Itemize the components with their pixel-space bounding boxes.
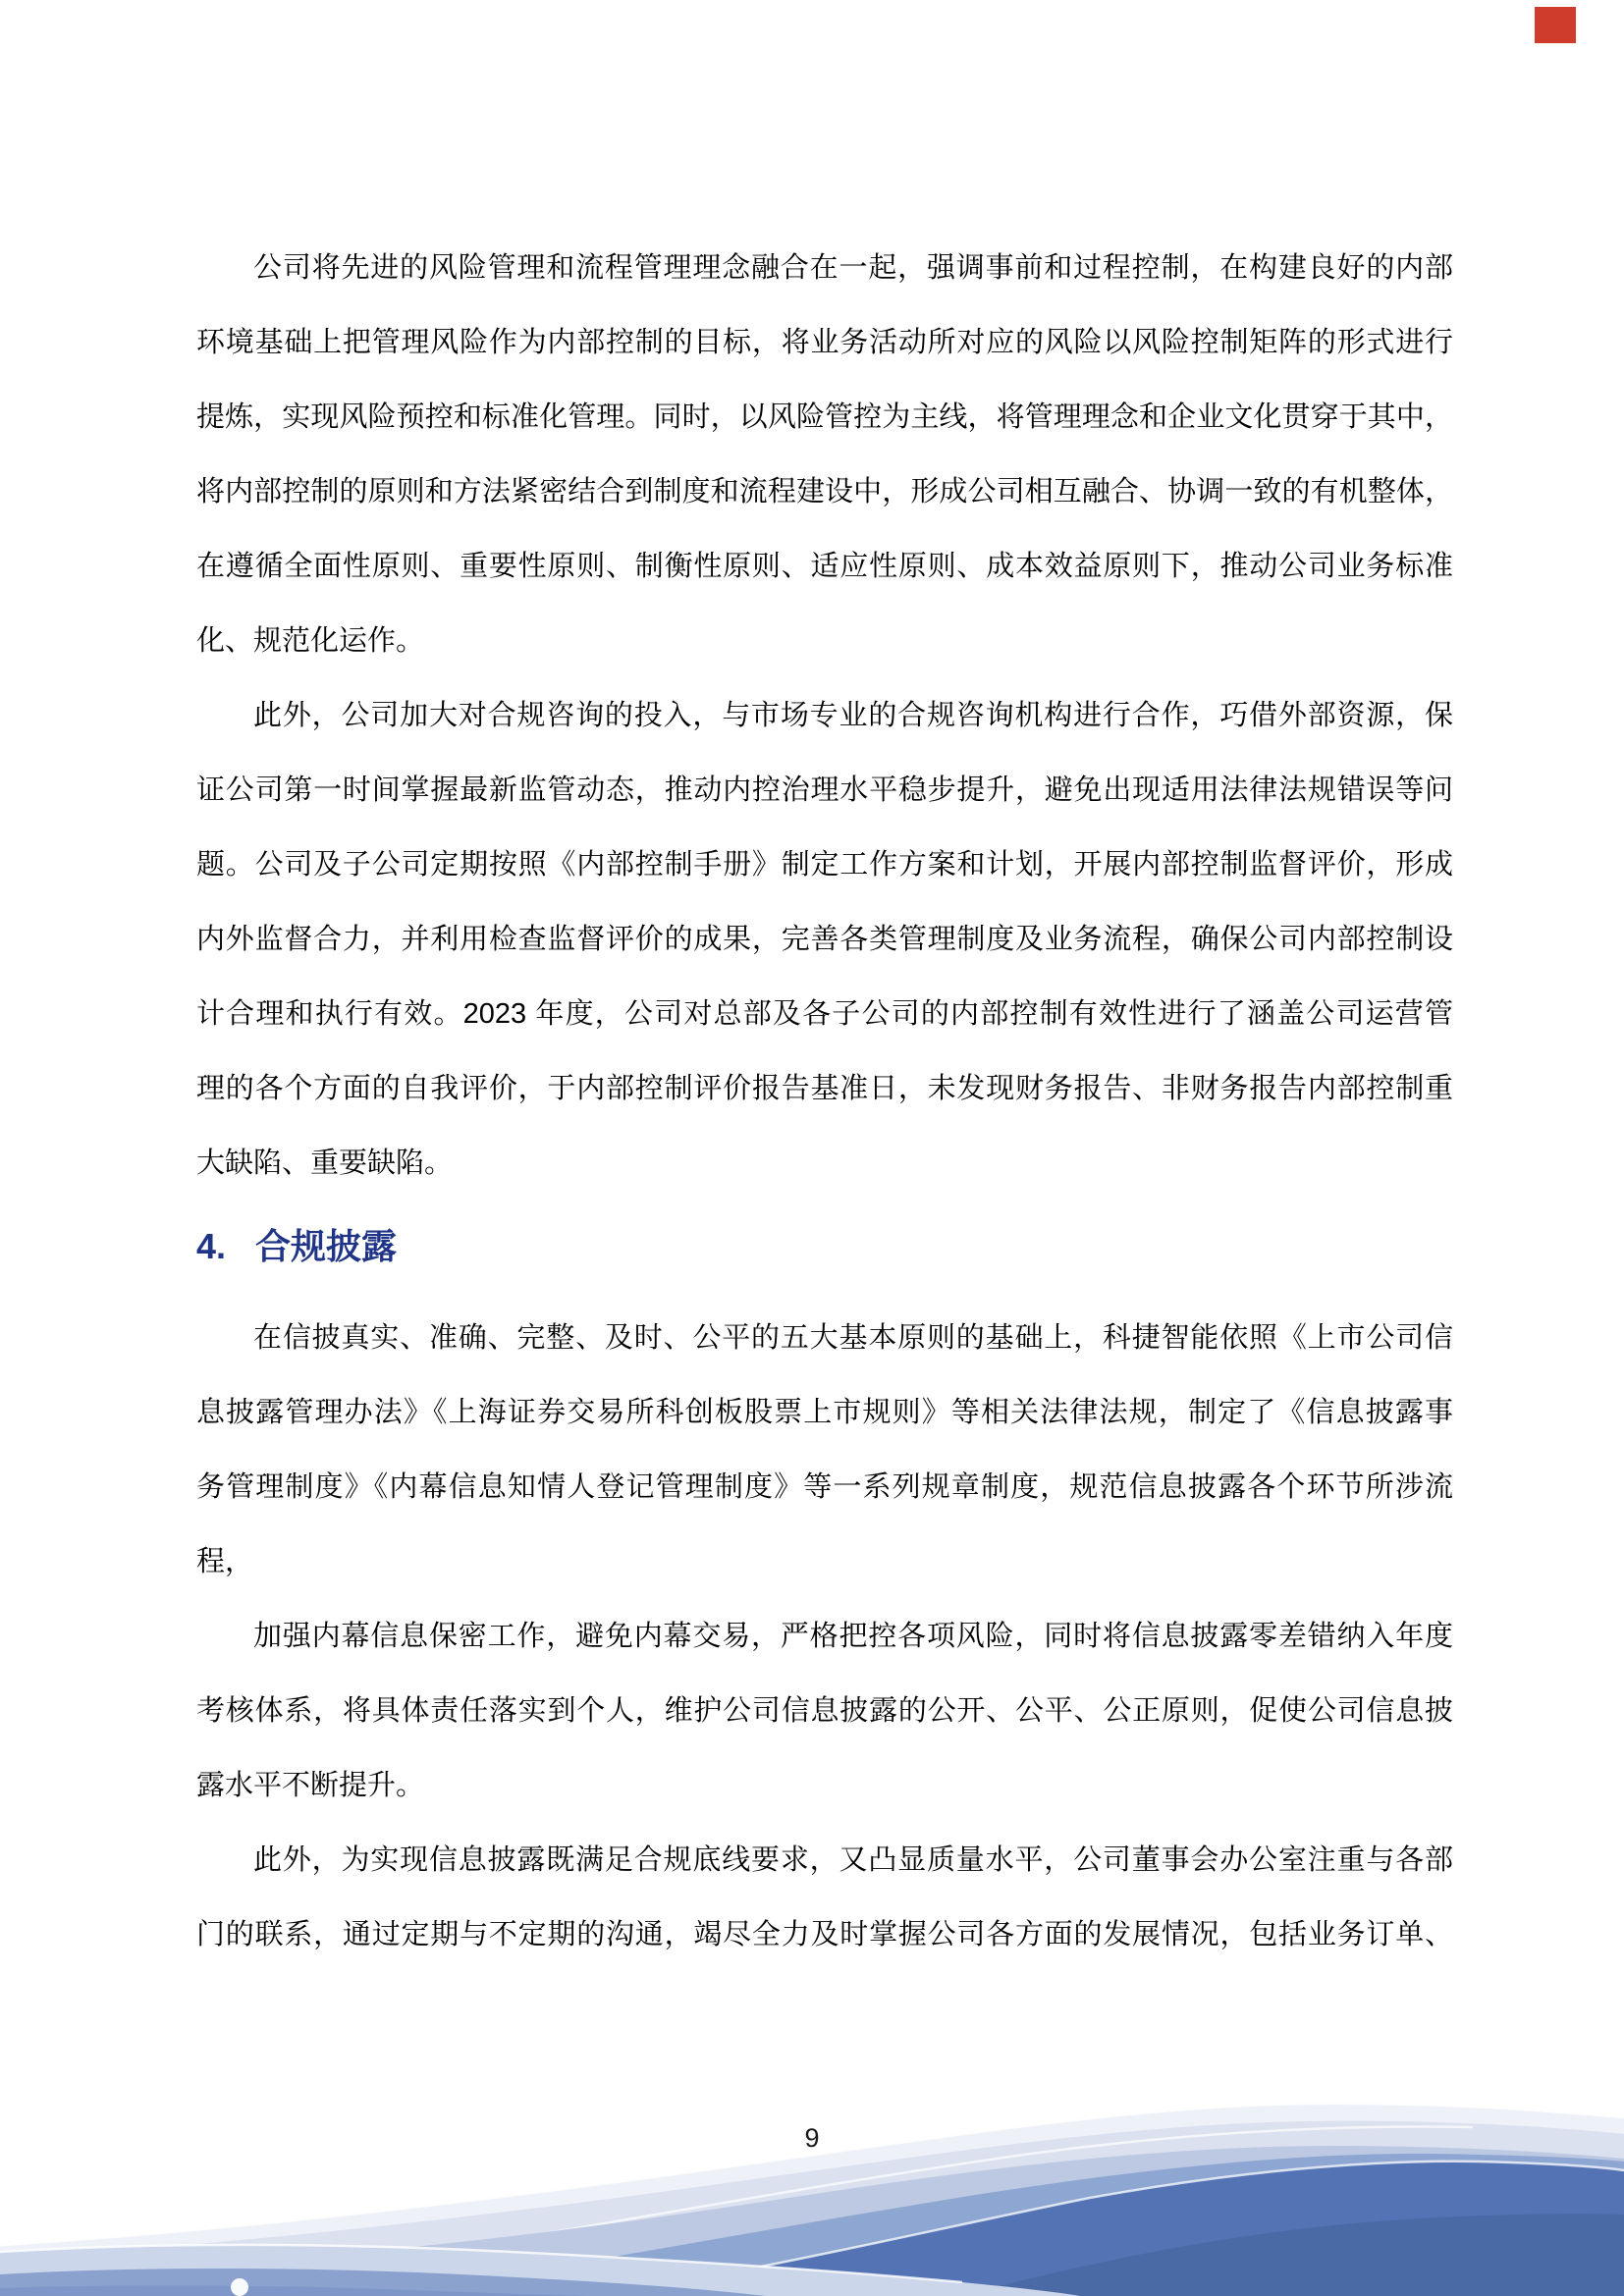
text-line: 此外，为实现信息披露既满足合规底线要求，又凸显质量水平，公司董事会办公室注重与各部 xyxy=(253,1844,1453,1876)
text-line: 在遵循全面性原则、重要性原则、制衡性原则、适应性原则、成本效益原则下，推动公司业务标准 xyxy=(196,551,1453,582)
text-line: 露水平不断提升。 xyxy=(196,1770,425,1801)
text-line: 此外，公司加大对合规咨询的投入，与市场专业的合规咨询机构进行合作，巧借外部资源，保 xyxy=(253,700,1453,731)
text-line: 内外监督合力，并利用检查监督评价的成果，完善各类管理制度及业务流程，确保公司内部控制设 xyxy=(196,924,1453,955)
text-line: 计合理和执行有效。2023 年度，公司对总部及各子公司的内部控制有效性进行了涵盖公司运营管 xyxy=(196,998,1453,1030)
text-line: 环境基础上把管理风险作为内部控制的目标，将业务活动所对应的风险以风险控制矩阵的形式进行 xyxy=(196,327,1453,358)
text-line: 公司将先进的风险管理和流程管理理念融合在一起，强调事前和过程控制，在构建良好的内部 xyxy=(253,252,1453,284)
text-line: 将内部控制的原则和方法紧密结合到制度和流程建设中，形成公司相互融合、协调一致的有机整体， xyxy=(196,476,1453,507)
corner-tab xyxy=(1535,7,1576,43)
text-line: 证公司第一时间掌握最新监管动态，推动内控治理水平稳步提升，避免出现适用法律法规错误等问 xyxy=(196,774,1453,806)
text-line: 理的各个方面的自我评价，于内部控制评价报告基准日，未发现财务报告、非财务报告内部控制重 xyxy=(196,1073,1453,1104)
text-line: 化、规范化运作。 xyxy=(196,625,425,657)
body-paragraph xyxy=(196,231,1453,678)
text-line: 程， xyxy=(196,1546,254,1577)
text-line: 考核体系，将具体责任落实到个人，维护公司信息披露的公开、公平、公正原则，促使公司信息披 xyxy=(196,1695,1453,1727)
text-line: 门的联系，通过定期与不定期的沟通，竭尽全力及时掌握公司各方面的发展情况，包括业务订单、 xyxy=(196,1919,1453,1950)
text-line: 在信披真实、准确、完整、及时、公平的五大基本原则的基础上，科捷智能依照《上市公司信 xyxy=(253,1322,1453,1354)
text-line: 题。公司及子公司定期按照《内部控制手册》制定工作方案和计划，开展内部控制监督评价，形成 xyxy=(196,849,1453,881)
text-line: 息披露管理办法》《上海证券交易所科创板股票上市规则》等相关法律法规，制定了《信息披露事 xyxy=(196,1397,1453,1428)
body-paragraph xyxy=(196,1599,1453,1823)
text-line: 提炼，实现风险预控和标准化管理。同时，以风险管控为主线，将管理理念和企业文化贯穿于其中， xyxy=(196,401,1453,433)
text-line: 大缺陷、重要缺陷。 xyxy=(196,1148,454,1179)
body-paragraph xyxy=(196,678,1453,1201)
wave-dot xyxy=(231,2278,248,2296)
text-line: 加强内幕信息保密工作，避免内幕交易，严格把控各项风险，同时将信息披露零差错纳入年度 xyxy=(253,1621,1453,1652)
section-title: 合规披露 xyxy=(255,1226,398,1266)
section-number: 4. xyxy=(196,1226,227,1266)
text-line: 务管理制度》《内幕信息知情人登记管理制度》等一系列规章制度，规范信息披露各个环节所涉流 xyxy=(196,1471,1453,1503)
body-paragraph xyxy=(196,1301,1453,1599)
bottom-wave-decoration xyxy=(0,1943,1624,2296)
page-number: 9 xyxy=(804,2123,820,2153)
section-heading xyxy=(196,1209,1453,1284)
content xyxy=(196,231,1453,1972)
